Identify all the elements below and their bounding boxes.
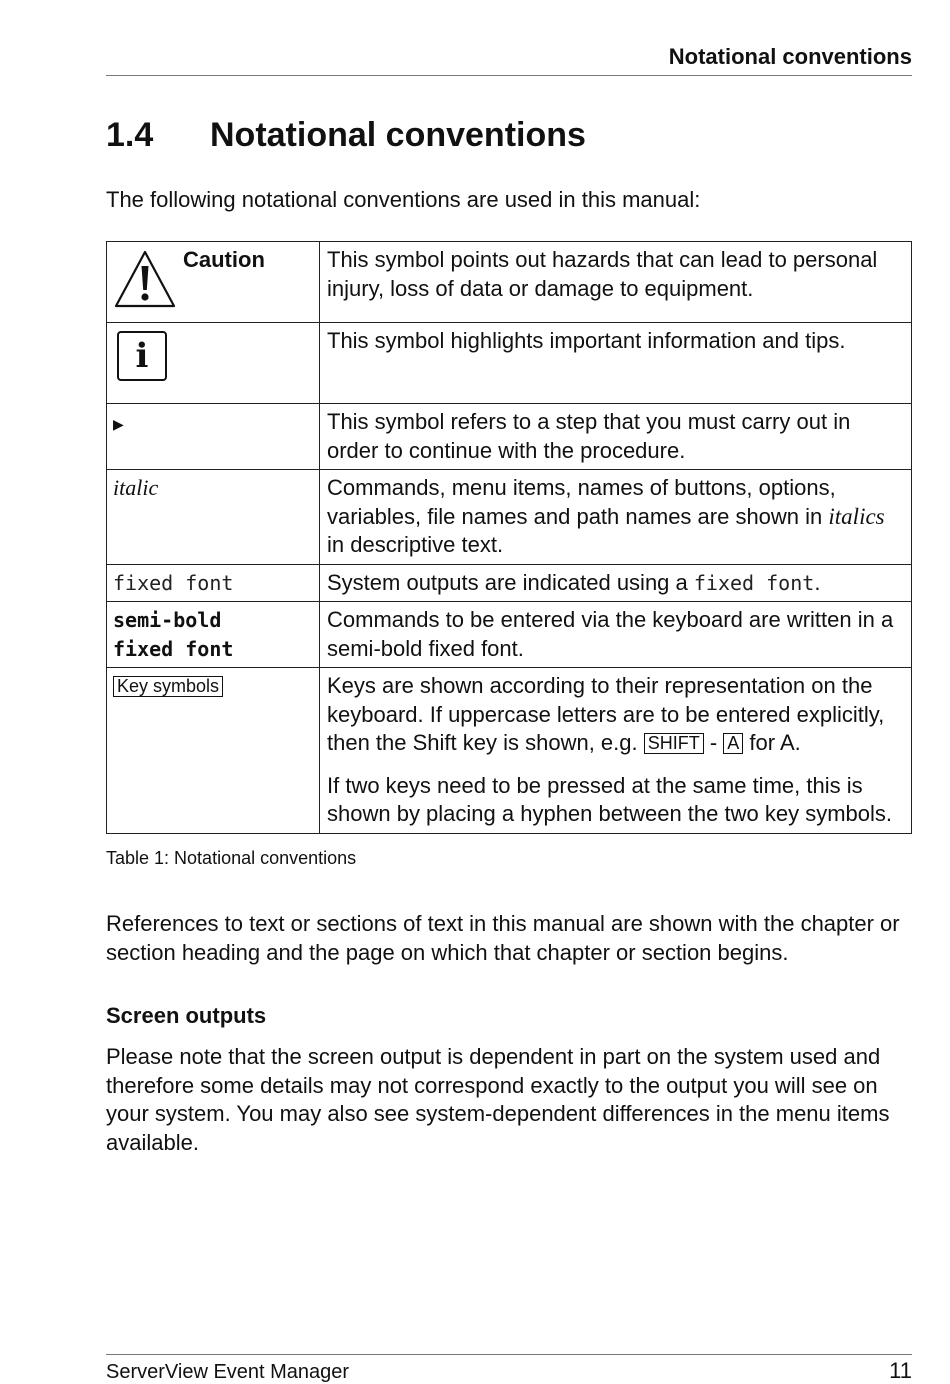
table-row-italic xyxy=(107,470,912,565)
fixed-font-description xyxy=(320,564,912,602)
step-arrow-icon: ▶ xyxy=(113,416,124,432)
keys-text-after: for A. xyxy=(743,730,801,755)
footer-rule xyxy=(106,1354,912,1355)
screen-outputs-heading: Screen outputs xyxy=(106,1003,267,1028)
keys-separator: - xyxy=(703,730,724,755)
step-description: This symbol refers to a step that you must carry out in order to continue with the procedure. xyxy=(320,404,912,470)
table-caption: Table 1: Notational conventions xyxy=(106,848,357,868)
table-row-key-symbols xyxy=(107,668,912,834)
italic-word: italics xyxy=(828,503,885,529)
section-title: Notational conventions xyxy=(210,116,586,154)
table-row-info xyxy=(107,323,912,404)
caution-label: Caution xyxy=(183,247,265,272)
header-rule xyxy=(106,75,912,76)
info-icon: i xyxy=(117,331,167,381)
screen-outputs-text: Please note that the screen output is dependent in part on the system used and therefore some details may not correspond exactly to the output you will see on your system. You may also see system-dependent differences in the menu items available. xyxy=(106,1044,890,1155)
italic-label: italic xyxy=(113,475,159,500)
italic-text-before: Commands, menu items, names of buttons, options, variables, file names and path names are shown in xyxy=(327,475,836,529)
italic-text-after: in descriptive text. xyxy=(327,532,504,557)
page-number: 11 xyxy=(889,1358,912,1383)
info-description: This symbol highlights important information and tips. xyxy=(320,323,912,404)
section-heading xyxy=(106,114,586,156)
section-number: 1.4 xyxy=(106,116,154,154)
fixed-text-after: . xyxy=(814,569,821,595)
fixed-text-before: System outputs are indicated using a xyxy=(327,569,694,595)
fixed-code-word: fixed font xyxy=(693,570,815,595)
table-row-caution xyxy=(107,242,912,323)
running-header: Notational conventions xyxy=(668,44,912,69)
table-row-semibold xyxy=(107,602,912,668)
references-paragraph: References to text or sections of text in this manual are shown with the chapter or section heading and the page on which that chapter or section begins. xyxy=(106,911,900,965)
key-symbols-para1 xyxy=(327,672,905,758)
key-symbols-para2: If two keys need to be pressed at the same time, this is shown by placing a hyphen between the two key symbols. xyxy=(327,772,892,826)
semibold-description: Commands to be entered via the keyboard are written in a semi-bold fixed font. xyxy=(320,602,912,668)
shift-key: SHIFT xyxy=(644,733,704,754)
intro-text: The following notational conventions are used in this manual: xyxy=(106,187,701,212)
key-symbols-description xyxy=(320,668,912,834)
a-key: A xyxy=(723,733,743,754)
table-row-fixed-font xyxy=(107,564,912,602)
caution-description: This symbol points out hazards that can lead to personal injury, loss of data or damage to equipment. xyxy=(320,242,912,323)
keys-text-before: Keys are shown according to their representation on the keyboard. If uppercase letters are to be entered explicitly, then the Shift key is shown, e.g. xyxy=(327,673,885,755)
key-symbols-label: Key symbols xyxy=(113,676,223,697)
caution-triangle-icon xyxy=(113,248,177,310)
fixed-font-label: fixed font xyxy=(113,570,234,595)
table-row-step xyxy=(107,404,912,470)
conventions-table xyxy=(106,241,912,834)
italic-description xyxy=(320,470,912,565)
semibold-label-line2: fixed font xyxy=(113,636,234,661)
semibold-label-line1: semi-bold xyxy=(113,608,222,632)
footer-title: ServerView Event Manager xyxy=(106,1361,350,1383)
